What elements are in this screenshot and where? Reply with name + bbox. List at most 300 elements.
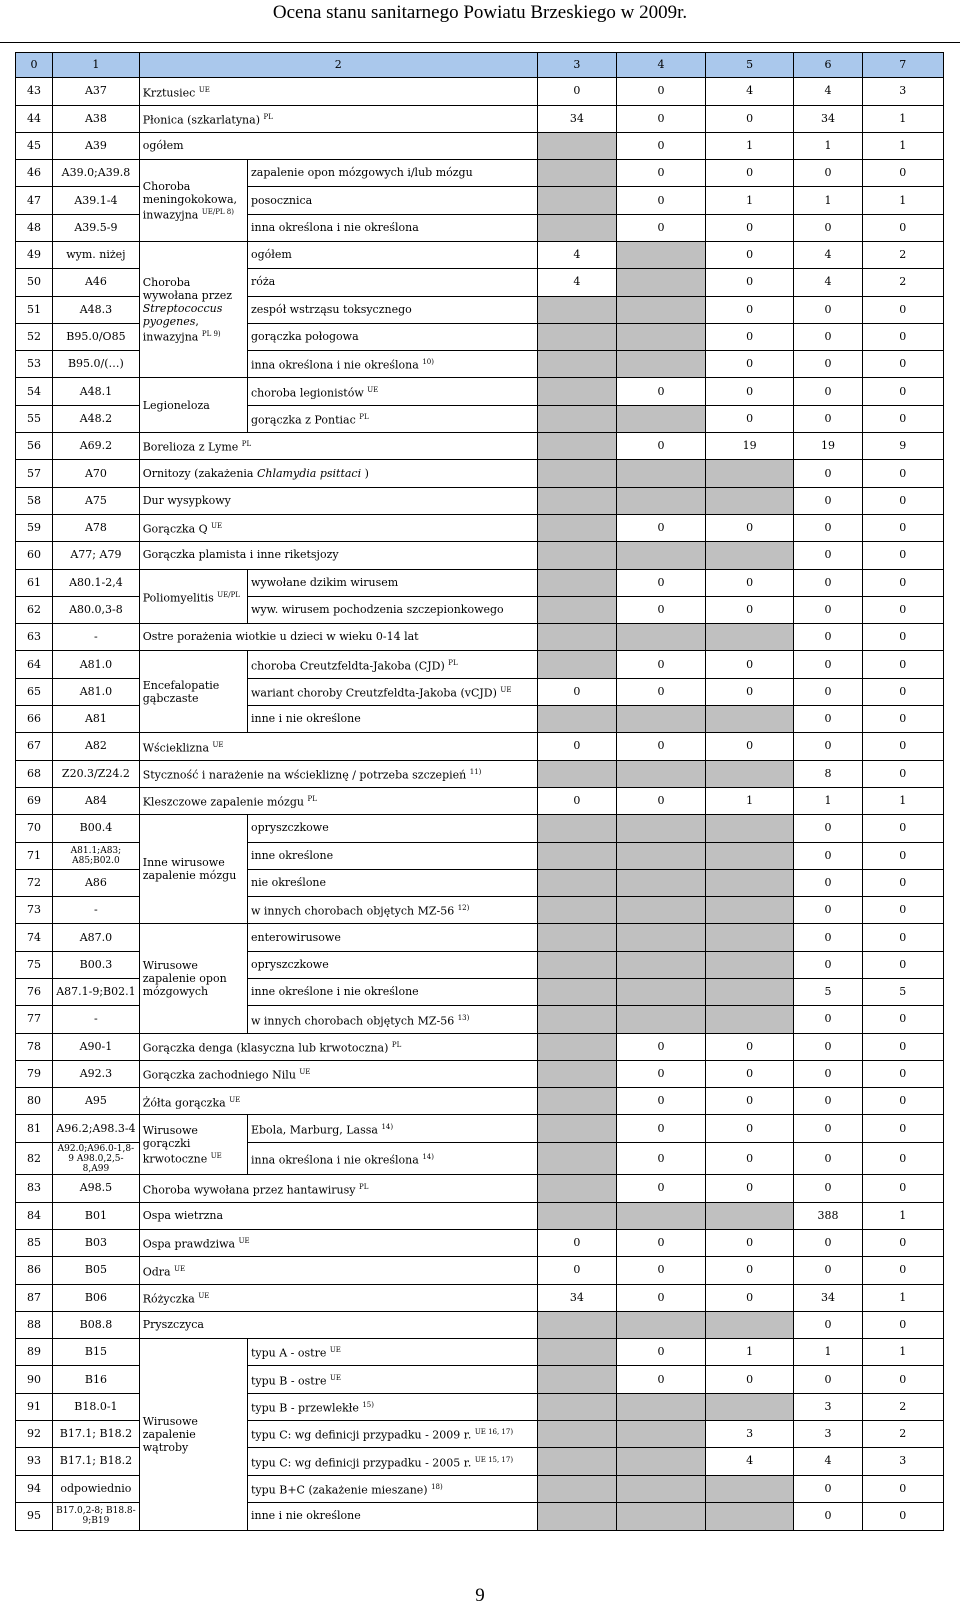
value-c7: 0 bbox=[862, 296, 944, 323]
disease-name-text: Styczność i narażenie na wściekliznę / potrzeba szczepień bbox=[142, 768, 467, 782]
value-c3 bbox=[537, 815, 616, 842]
footnote-marker: PL bbox=[241, 440, 252, 449]
value-c6: 0 bbox=[794, 1229, 862, 1256]
row-number: 69 bbox=[16, 787, 53, 814]
value-c6: 0 bbox=[794, 1006, 862, 1033]
row-number: 91 bbox=[16, 1393, 53, 1420]
footnote-marker: UE bbox=[198, 1291, 210, 1300]
value-c7: 1 bbox=[862, 1284, 944, 1311]
row-number: 66 bbox=[16, 706, 53, 733]
value-c5 bbox=[705, 979, 794, 1006]
value-c5: 0 bbox=[705, 1088, 794, 1115]
value-c3 bbox=[537, 760, 616, 787]
footnote-marker: UE bbox=[367, 385, 379, 394]
value-c6: 0 bbox=[794, 160, 862, 187]
value-c7: 0 bbox=[862, 378, 944, 405]
disease-name bbox=[139, 787, 537, 814]
row-number: 57 bbox=[16, 460, 53, 487]
disease-group bbox=[139, 651, 247, 733]
disease-group bbox=[139, 241, 247, 377]
footnote-marker: UE bbox=[211, 522, 223, 531]
icd-code: B18.0-1 bbox=[53, 1393, 140, 1420]
value-c5: 0 bbox=[705, 214, 794, 241]
value-c7: 0 bbox=[862, 1060, 944, 1087]
value-c4: 0 bbox=[617, 214, 706, 241]
row-number: 77 bbox=[16, 1006, 53, 1033]
disease-name-text: Gorączka plamista i inne riketsjozy bbox=[142, 548, 339, 562]
value-c4 bbox=[617, 269, 706, 296]
table-row bbox=[16, 1229, 944, 1256]
value-c5: 0 bbox=[705, 405, 794, 432]
value-c7: 0 bbox=[862, 214, 944, 241]
icd-code: A81.0 bbox=[53, 651, 140, 678]
footnote-marker: UE bbox=[500, 686, 512, 695]
disease-name-text: ogółem bbox=[250, 248, 292, 262]
value-c4: 0 bbox=[617, 651, 706, 678]
disease-name bbox=[247, 979, 537, 1006]
disease-name-text: opryszczkowe bbox=[250, 957, 329, 971]
disease-name-text: inne określone i nie określone bbox=[250, 985, 419, 999]
value-c6: 1 bbox=[794, 187, 862, 214]
disease-name bbox=[247, 897, 537, 924]
value-c3 bbox=[537, 214, 616, 241]
value-c4 bbox=[617, 1448, 706, 1475]
value-c5: 0 bbox=[705, 1115, 794, 1142]
value-c7: 0 bbox=[862, 760, 944, 787]
icd-code: B06 bbox=[53, 1284, 140, 1311]
table-row bbox=[16, 487, 944, 514]
value-c7: 0 bbox=[862, 1502, 944, 1530]
table-row bbox=[16, 1284, 944, 1311]
table-row bbox=[16, 1311, 944, 1338]
value-c5 bbox=[705, 487, 794, 514]
disease-name-text: Wścieklizna bbox=[142, 741, 209, 755]
footnote-marker: 14) bbox=[422, 1152, 434, 1161]
table-row bbox=[16, 460, 944, 487]
table-row bbox=[16, 378, 944, 405]
disease-name-text: zapalenie opon mózgowych i/lub mózgu bbox=[250, 166, 473, 180]
disease-name-text: choroba Creutzfeldta-Jakoba (CJD) bbox=[250, 659, 445, 673]
disease-name bbox=[139, 624, 537, 651]
value-c4 bbox=[617, 1006, 706, 1033]
group-text: Inne wirusowe zapalenie mózgu bbox=[142, 856, 237, 883]
column-header: 1 bbox=[53, 53, 140, 78]
value-c5: 1 bbox=[705, 132, 794, 159]
disease-name-text: Gorączka Q bbox=[142, 522, 208, 536]
value-c5: 0 bbox=[705, 296, 794, 323]
value-c6: 0 bbox=[794, 897, 862, 924]
value-c4 bbox=[617, 706, 706, 733]
table-row bbox=[16, 733, 944, 760]
icd-code: B16 bbox=[53, 1366, 140, 1393]
value-c3: 0 bbox=[537, 78, 616, 105]
value-c6: 1 bbox=[794, 787, 862, 814]
disease-name bbox=[139, 760, 537, 787]
column-header: 6 bbox=[794, 53, 862, 78]
value-c5: 0 bbox=[705, 241, 794, 268]
value-c7: 2 bbox=[862, 241, 944, 268]
value-c4: 0 bbox=[617, 1088, 706, 1115]
disease-name-text: wyw. wirusem pochodzenia szczepionkowego bbox=[250, 602, 504, 616]
disease-name-text: typu C: wg definicji przypadku - 2005 r. bbox=[250, 1456, 472, 1470]
disease-name bbox=[139, 1175, 537, 1202]
footnote-marker: UE bbox=[210, 1152, 222, 1161]
value-c6: 0 bbox=[794, 1142, 862, 1175]
disease-name bbox=[139, 1257, 537, 1284]
footnote-marker: 12) bbox=[457, 904, 470, 913]
value-c5: 0 bbox=[705, 1033, 794, 1060]
disease-name-text: Krztusiec bbox=[142, 86, 196, 100]
value-c7: 5 bbox=[862, 979, 944, 1006]
value-c5: 0 bbox=[705, 323, 794, 350]
disease-name-text: typu B+C (zakażenie mieszane) bbox=[250, 1483, 428, 1497]
disease-name bbox=[247, 951, 537, 978]
value-c4 bbox=[617, 979, 706, 1006]
value-c6: 0 bbox=[794, 733, 862, 760]
group-text: Encefalopatie gąbczaste bbox=[142, 678, 220, 705]
value-c3 bbox=[537, 405, 616, 432]
disease-name-text: nie określone bbox=[250, 875, 327, 889]
value-c5: 0 bbox=[705, 514, 794, 541]
row-number: 45 bbox=[16, 132, 53, 159]
row-number: 86 bbox=[16, 1257, 53, 1284]
disease-name bbox=[247, 214, 537, 241]
value-c5: 0 bbox=[705, 378, 794, 405]
footnote-marker: 11) bbox=[469, 767, 482, 776]
footnote-marker: UE bbox=[229, 1095, 241, 1104]
group-text: Choroba meningokokowa, inwazyjna bbox=[142, 179, 238, 222]
icd-code: A92.3 bbox=[53, 1060, 140, 1087]
disease-name-text: choroba legionistów bbox=[250, 386, 364, 400]
value-c4: 0 bbox=[617, 1339, 706, 1366]
value-c5 bbox=[705, 1202, 794, 1229]
value-c4 bbox=[617, 405, 706, 432]
value-c5: 0 bbox=[705, 1229, 794, 1256]
value-c7: 2 bbox=[862, 1421, 944, 1448]
row-number: 71 bbox=[16, 842, 53, 869]
disease-name bbox=[247, 1006, 537, 1033]
footnote-marker: PL bbox=[359, 413, 369, 422]
value-c3: 4 bbox=[537, 269, 616, 296]
row-number: 87 bbox=[16, 1284, 53, 1311]
value-c3 bbox=[537, 487, 616, 514]
disease-name bbox=[139, 1311, 537, 1338]
disease-name bbox=[247, 569, 537, 596]
footnote-marker: PL bbox=[359, 1182, 369, 1191]
row-number: 72 bbox=[16, 869, 53, 896]
value-c4 bbox=[617, 323, 706, 350]
row-number: 95 bbox=[16, 1502, 53, 1530]
value-c4 bbox=[617, 760, 706, 787]
disease-name-text: gorączka z Pontiac bbox=[250, 413, 356, 427]
value-c6: 0 bbox=[794, 405, 862, 432]
value-c3: 34 bbox=[537, 105, 616, 132]
value-c6: 0 bbox=[794, 1311, 862, 1338]
disease-name-text: typu A - ostre bbox=[250, 1347, 327, 1361]
value-c4: 0 bbox=[617, 78, 706, 105]
icd-code: A38 bbox=[53, 105, 140, 132]
disease-name bbox=[247, 596, 537, 623]
value-c3 bbox=[537, 869, 616, 896]
row-number: 81 bbox=[16, 1115, 53, 1142]
footnote-marker: UE bbox=[198, 85, 210, 94]
disease-group bbox=[139, 924, 247, 1033]
value-c4: 0 bbox=[617, 378, 706, 405]
value-c5: 3 bbox=[705, 1421, 794, 1448]
row-number: 60 bbox=[16, 542, 53, 569]
disease-name bbox=[247, 187, 537, 214]
value-c3: 0 bbox=[537, 733, 616, 760]
disease-name-text: Gorączka denga (klasyczna lub krwotoczna) bbox=[142, 1041, 389, 1055]
value-c7: 0 bbox=[862, 1088, 944, 1115]
value-c3 bbox=[537, 1448, 616, 1475]
value-c5: 1 bbox=[705, 787, 794, 814]
table-row bbox=[16, 815, 944, 842]
table-row bbox=[16, 160, 944, 187]
disease-name bbox=[247, 1393, 537, 1420]
value-c5: 0 bbox=[705, 1284, 794, 1311]
value-c5 bbox=[705, 542, 794, 569]
disease-name-text: Borelioza z Lyme bbox=[142, 441, 239, 455]
value-c6: 0 bbox=[794, 869, 862, 896]
disease-name bbox=[247, 1502, 537, 1530]
value-c3 bbox=[537, 569, 616, 596]
disease-name-text: Ospa wietrzna bbox=[142, 1208, 224, 1222]
icd-code: B17.0,2-8; B18.8-9;B19 bbox=[53, 1502, 140, 1530]
disease-name bbox=[247, 651, 537, 678]
table-row bbox=[16, 1033, 944, 1060]
column-header: 0 bbox=[16, 53, 53, 78]
value-c5: 0 bbox=[705, 1366, 794, 1393]
value-c5 bbox=[705, 924, 794, 951]
row-number: 82 bbox=[16, 1142, 53, 1175]
value-c4 bbox=[617, 487, 706, 514]
value-c3 bbox=[537, 1475, 616, 1502]
value-c3 bbox=[537, 1088, 616, 1115]
table-row bbox=[16, 1202, 944, 1229]
disease-name bbox=[247, 842, 537, 869]
value-c6: 0 bbox=[794, 1257, 862, 1284]
disease-group bbox=[139, 160, 247, 242]
footnote-marker: UE bbox=[329, 1346, 341, 1355]
value-c6: 0 bbox=[794, 1366, 862, 1393]
value-c5 bbox=[705, 1475, 794, 1502]
disease-name bbox=[139, 1033, 537, 1060]
value-c7: 0 bbox=[862, 1033, 944, 1060]
value-c4 bbox=[617, 624, 706, 651]
value-c6: 388 bbox=[794, 1202, 862, 1229]
disease-name bbox=[247, 815, 537, 842]
icd-code: A39.0;A39.8 bbox=[53, 160, 140, 187]
value-c5 bbox=[705, 1393, 794, 1420]
value-c6: 0 bbox=[794, 1033, 862, 1060]
footnote-marker: PL bbox=[307, 795, 317, 804]
table-row bbox=[16, 1175, 944, 1202]
icd-code: A86 bbox=[53, 869, 140, 896]
value-c7: 0 bbox=[862, 487, 944, 514]
table-row bbox=[16, 241, 944, 268]
footnote-marker: 18) bbox=[431, 1482, 443, 1491]
column-header: 5 bbox=[705, 53, 794, 78]
table-row bbox=[16, 569, 944, 596]
group-text: Wirusowe zapalenie opon mózgowych bbox=[142, 959, 227, 998]
disease-name bbox=[139, 542, 537, 569]
value-c5 bbox=[705, 951, 794, 978]
column-header: 3 bbox=[537, 53, 616, 78]
value-c6: 0 bbox=[794, 296, 862, 323]
value-c7: 0 bbox=[862, 842, 944, 869]
value-c4: 0 bbox=[617, 1284, 706, 1311]
value-c7: 0 bbox=[862, 542, 944, 569]
value-c6: 0 bbox=[794, 1088, 862, 1115]
column-header: 7 bbox=[862, 53, 944, 78]
value-c5: 0 bbox=[705, 1257, 794, 1284]
icd-code: A81 bbox=[53, 706, 140, 733]
icd-code: B15 bbox=[53, 1339, 140, 1366]
row-number: 64 bbox=[16, 651, 53, 678]
value-c3 bbox=[537, 1033, 616, 1060]
value-c3 bbox=[537, 897, 616, 924]
table-row bbox=[16, 132, 944, 159]
icd-code: A95 bbox=[53, 1088, 140, 1115]
value-c6: 0 bbox=[794, 542, 862, 569]
footnote-marker: UE bbox=[238, 1237, 250, 1246]
value-c6: 0 bbox=[794, 1175, 862, 1202]
value-c4 bbox=[617, 842, 706, 869]
disease-name-text: wariant choroby Creutzfeldta-Jakoba (vCJD) bbox=[250, 686, 497, 700]
value-c7: 0 bbox=[862, 1257, 944, 1284]
disease-name bbox=[247, 378, 537, 405]
value-c5 bbox=[705, 1502, 794, 1530]
footnote-marker: 14) bbox=[381, 1122, 394, 1131]
disease-name-text: Dur wysypkowy bbox=[142, 493, 231, 507]
icd-code: - bbox=[53, 1006, 140, 1033]
icd-code: A80.0,3-8 bbox=[53, 596, 140, 623]
table-header-row bbox=[16, 53, 944, 78]
icd-code: B03 bbox=[53, 1229, 140, 1256]
value-c6: 0 bbox=[794, 1060, 862, 1087]
row-number: 51 bbox=[16, 296, 53, 323]
disease-name bbox=[139, 733, 537, 760]
disease-name bbox=[139, 1229, 537, 1256]
row-number: 68 bbox=[16, 760, 53, 787]
icd-code: A48.3 bbox=[53, 296, 140, 323]
disease-name-end: ) bbox=[364, 466, 369, 480]
header-rule bbox=[0, 42, 960, 43]
footnote-marker: UE 15, 17) bbox=[474, 1455, 514, 1464]
group-text: Poliomyelitis bbox=[142, 591, 214, 605]
value-c4: 0 bbox=[617, 187, 706, 214]
value-c4 bbox=[617, 951, 706, 978]
disease-name-text: opryszczkowe bbox=[250, 821, 329, 835]
value-c7: 0 bbox=[862, 1175, 944, 1202]
value-c4 bbox=[617, 1475, 706, 1502]
value-c6: 0 bbox=[794, 323, 862, 350]
value-c5 bbox=[705, 1006, 794, 1033]
value-c7: 1 bbox=[862, 187, 944, 214]
table-row bbox=[16, 651, 944, 678]
value-c6: 1 bbox=[794, 1339, 862, 1366]
disease-name bbox=[139, 78, 537, 105]
footnote-marker: PL bbox=[391, 1040, 402, 1049]
icd-code: A87.1-9;B02.1 bbox=[53, 979, 140, 1006]
value-c3: 0 bbox=[537, 1229, 616, 1256]
row-number: 70 bbox=[16, 815, 53, 842]
table-row bbox=[16, 624, 944, 651]
value-c3 bbox=[537, 842, 616, 869]
value-c4 bbox=[617, 815, 706, 842]
row-number: 52 bbox=[16, 323, 53, 350]
value-c7: 0 bbox=[862, 405, 944, 432]
disease-name bbox=[247, 323, 537, 350]
disease-name bbox=[139, 1284, 537, 1311]
value-c5: 0 bbox=[705, 596, 794, 623]
value-c3 bbox=[537, 160, 616, 187]
icd-code: A80.1-2,4 bbox=[53, 569, 140, 596]
value-c3 bbox=[537, 706, 616, 733]
disease-name-text: Ospa prawdziwa bbox=[142, 1237, 236, 1251]
value-c5 bbox=[705, 624, 794, 651]
disease-name-text: enterowirusowe bbox=[250, 930, 341, 944]
value-c5: 0 bbox=[705, 1142, 794, 1175]
icd-code: A90-1 bbox=[53, 1033, 140, 1060]
table-row bbox=[16, 924, 944, 951]
disease-name bbox=[247, 1142, 537, 1175]
row-number: 44 bbox=[16, 105, 53, 132]
row-number: 78 bbox=[16, 1033, 53, 1060]
icd-code: wym. niżej bbox=[53, 241, 140, 268]
disease-name-text: inne określone bbox=[250, 848, 334, 862]
value-c7: 0 bbox=[862, 323, 944, 350]
value-c7: 0 bbox=[862, 951, 944, 978]
value-c5: 0 bbox=[705, 1060, 794, 1087]
disease-name-text: Pryszczyca bbox=[142, 1317, 204, 1331]
row-number: 67 bbox=[16, 733, 53, 760]
value-c6: 0 bbox=[794, 1502, 862, 1530]
icd-code: - bbox=[53, 624, 140, 651]
value-c6: 0 bbox=[794, 569, 862, 596]
value-c5: 0 bbox=[705, 351, 794, 378]
value-c4: 0 bbox=[617, 596, 706, 623]
value-c7: 1 bbox=[862, 1202, 944, 1229]
value-c4 bbox=[617, 241, 706, 268]
disease-name bbox=[139, 105, 537, 132]
value-c5: 0 bbox=[705, 678, 794, 705]
group-text: Wirusowe gorączki krwotoczne bbox=[142, 1124, 208, 1166]
value-c3 bbox=[537, 651, 616, 678]
value-c7: 0 bbox=[862, 569, 944, 596]
icd-code: B05 bbox=[53, 1257, 140, 1284]
value-c7: 0 bbox=[862, 815, 944, 842]
value-c6: 5 bbox=[794, 979, 862, 1006]
value-c4: 0 bbox=[617, 1060, 706, 1087]
table-row bbox=[16, 542, 944, 569]
value-c6: 0 bbox=[794, 678, 862, 705]
value-c4: 0 bbox=[617, 105, 706, 132]
disease-name-text: gorączka połogowa bbox=[250, 330, 359, 344]
icd-code: A81.1;A83; A85;B02.0 bbox=[53, 842, 140, 869]
icd-code: A75 bbox=[53, 487, 140, 514]
row-number: 80 bbox=[16, 1088, 53, 1115]
value-c3 bbox=[537, 296, 616, 323]
table-row bbox=[16, 1088, 944, 1115]
row-number: 59 bbox=[16, 514, 53, 541]
value-c3 bbox=[537, 542, 616, 569]
value-c5: 19 bbox=[705, 433, 794, 460]
value-c5 bbox=[705, 869, 794, 896]
row-number: 65 bbox=[16, 678, 53, 705]
icd-code: B95.0/(…) bbox=[53, 351, 140, 378]
